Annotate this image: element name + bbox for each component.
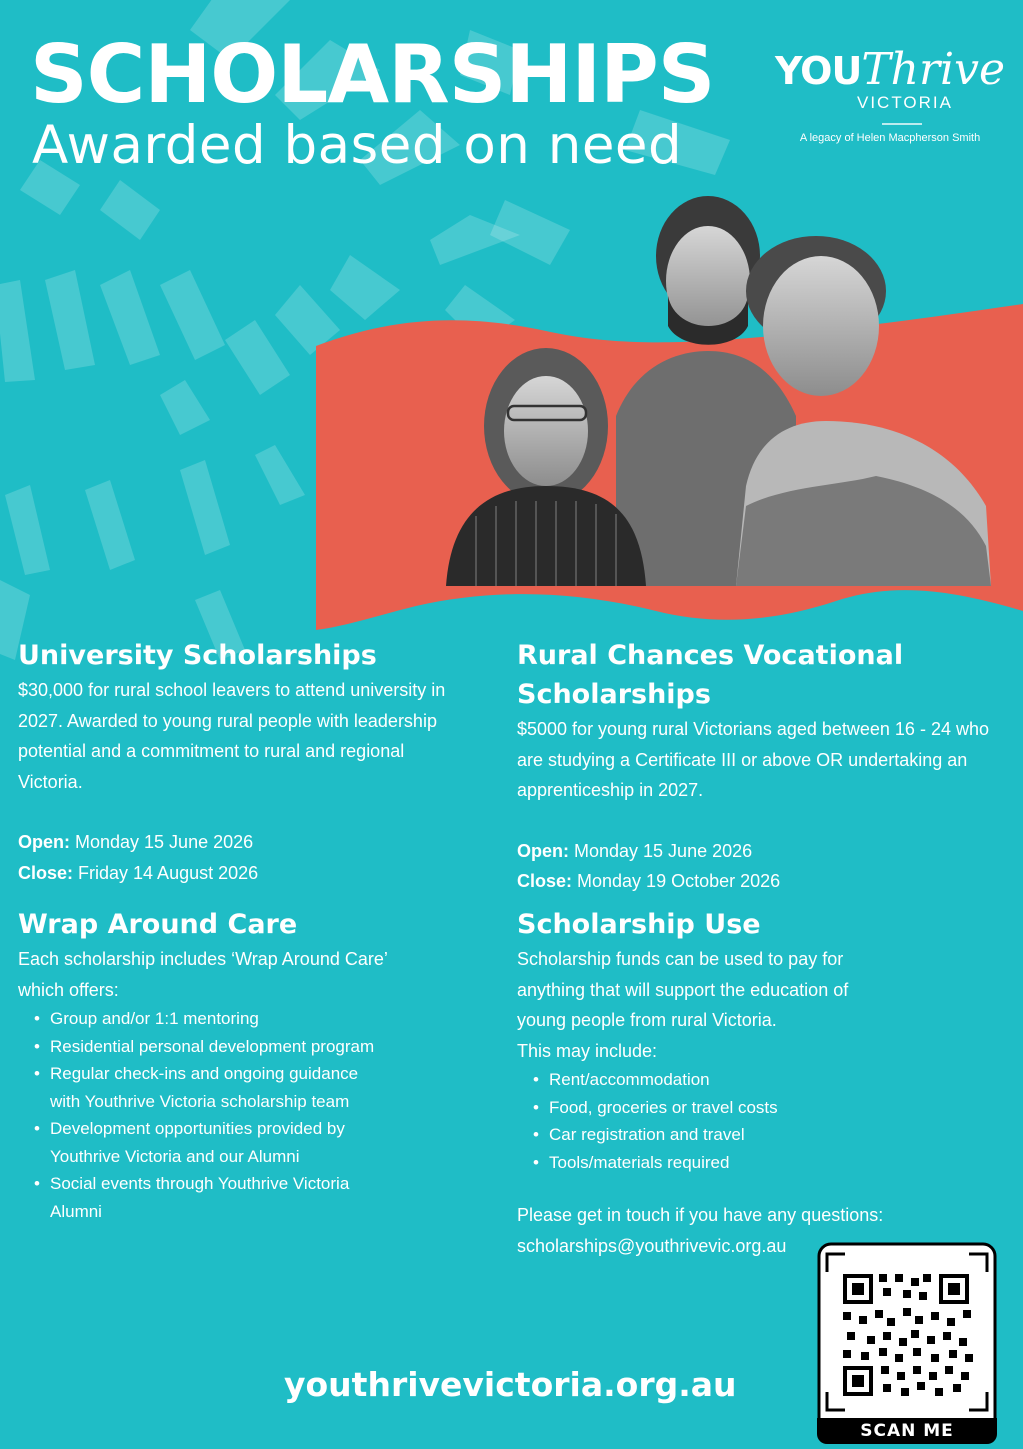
vocational-body: $5000 for young rural Victorians aged between 16 - 24 who are studying a Certificate III or above OR undertaking an apprenticeship in 2027. xyxy=(517,719,989,800)
scholarship-use-list xyxy=(517,1066,917,1176)
list-item: • Social events through Youthrive Victoria Alumni xyxy=(34,1170,384,1225)
youthrive-logo xyxy=(772,44,1008,164)
vocational-close-date xyxy=(517,866,1012,897)
list-item: • Group and/or 1:1 mentoring xyxy=(34,1005,384,1033)
open-label: Open: xyxy=(517,840,569,861)
list-item: • Car registration and travel xyxy=(533,1121,917,1149)
logo-legacy-text: A legacy of Helen Macpherson Smith xyxy=(799,132,981,144)
list-item: • Rent/accommodation xyxy=(533,1066,917,1094)
list-item: • Residential personal development program xyxy=(34,1033,384,1061)
logo-word-you: YOU xyxy=(774,49,862,93)
scholarship-use-heading: Scholarship Use xyxy=(517,909,761,940)
scholarship-use-intro: Scholarship funds can be used to pay for anything that will support the education of young people from rural Victoria. xyxy=(517,949,849,1030)
list-item: • Development opportunities provided by Youthrive Victoria and our Alumni xyxy=(34,1115,384,1170)
page-title: SCHOLARSHIPS xyxy=(30,28,715,121)
wrap-care-list xyxy=(18,1005,384,1225)
open-label: Open: xyxy=(18,832,70,852)
vocational-scholarships-section xyxy=(517,636,1012,897)
hero-photo xyxy=(316,186,1023,630)
university-heading: University Scholarships xyxy=(18,640,377,671)
vocational-open-date xyxy=(517,836,1012,867)
vocational-heading: Rural Chances Vocational Scholarships xyxy=(517,640,904,710)
contact-email[interactable]: scholarships@youthrivevic.org.au xyxy=(517,1235,787,1256)
wrap-care-intro: Each scholarship includes ‘Wrap Around Care’ which offers: xyxy=(18,949,388,1000)
university-open-date xyxy=(18,827,458,858)
scholarship-use-section xyxy=(517,905,917,1261)
qr-code-icon xyxy=(817,1242,997,1422)
list-item: • Regular check-ins and ongoing guidance with Youthrive Victoria scholarship team xyxy=(34,1060,384,1115)
logo-divider xyxy=(882,123,922,125)
close-value: Monday 19 October 2026 xyxy=(572,871,781,891)
close-value: Friday 14 August 2026 xyxy=(73,862,259,883)
university-body: $30,000 for rural school leavers to attend university in 2027. Awarded to young rural people with leadership potential and a commitment to rural and regional Victoria. xyxy=(18,680,446,792)
open-value: Monday 15 June 2026 xyxy=(70,832,254,852)
list-item: • Food, groceries or travel costs xyxy=(533,1094,917,1122)
wrap-care-heading: Wrap Around Care xyxy=(18,909,298,940)
logo-wordmark xyxy=(772,44,1008,95)
website-link[interactable]: youthrivevictoria.org.au xyxy=(284,1365,737,1404)
contact-text: Please get in touch if you have any questions: xyxy=(517,1205,884,1225)
qr-scan-label: SCAN ME xyxy=(817,1418,997,1444)
wrap-around-care-section xyxy=(18,905,398,1225)
list-item: • Tools/materials required xyxy=(533,1149,917,1177)
open-value: Monday 15 June 2026 xyxy=(569,840,753,861)
scholarship-use-may-include: This may include: xyxy=(517,1040,658,1061)
page-subtitle: Awarded based on need xyxy=(32,115,683,176)
logo-region: VICTORIA xyxy=(857,93,953,112)
close-label: Close: xyxy=(18,862,74,883)
qr-code-card[interactable] xyxy=(817,1242,997,1444)
close-label: Close: xyxy=(517,871,573,891)
university-dates xyxy=(18,827,458,888)
logo-word-thrive: Thrive xyxy=(861,44,1005,95)
university-scholarships-section xyxy=(18,636,458,888)
vocational-dates xyxy=(517,836,1012,897)
university-close-date xyxy=(18,858,458,889)
